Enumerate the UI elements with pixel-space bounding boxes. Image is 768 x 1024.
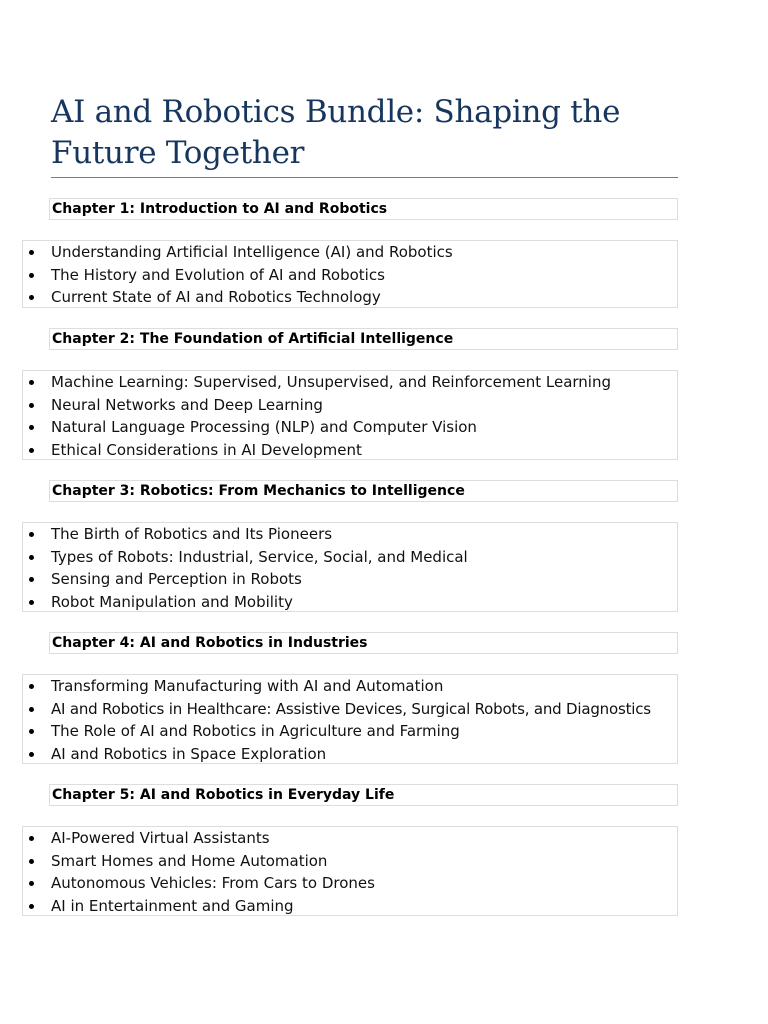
bullet-icon <box>29 425 34 430</box>
list-item <box>23 394 677 417</box>
list-item <box>23 850 677 873</box>
list-item <box>23 439 677 462</box>
bullet-icon <box>29 684 34 689</box>
chapter-list-4 <box>22 674 678 764</box>
bullet-icon <box>29 729 34 734</box>
list-item <box>23 286 677 309</box>
bullet-icon <box>29 859 34 864</box>
title-divider <box>51 177 678 178</box>
list-item <box>23 264 677 287</box>
chapter-list-5 <box>22 826 678 916</box>
list-item <box>23 591 677 614</box>
list-item-text: Natural Language Processing (NLP) and Computer Vision <box>51 418 477 436</box>
list-item-text: Smart Homes and Home Automation <box>51 851 328 870</box>
list-item-text: Autonomous Vehicles: From Cars to Drones <box>51 874 375 892</box>
chapter-heading-4 <box>49 632 678 654</box>
list-item <box>23 371 677 394</box>
bullet-icon <box>29 600 34 605</box>
chapter-heading-3 <box>49 480 678 502</box>
list-item <box>23 720 677 743</box>
chapter-heading-1 <box>49 198 678 220</box>
bullet-icon <box>29 532 34 537</box>
list-item-text: AI and Robotics in Space Exploration <box>51 744 327 763</box>
list-item <box>23 523 677 546</box>
bullet-icon <box>29 250 34 255</box>
chapter-list-3 <box>22 522 678 612</box>
list-item-text: Sensing and Perception in Robots <box>51 570 302 588</box>
list-item <box>23 675 677 698</box>
bullet-icon <box>29 273 34 278</box>
list-item-text: The Birth of Robotics and Its Pioneers <box>51 525 333 543</box>
bullet-icon <box>29 881 34 886</box>
bullet-icon <box>29 904 34 909</box>
list-item <box>23 698 677 721</box>
list-item-text: Transforming Manufacturing with AI and Automation <box>51 677 444 695</box>
chapter-title: Chapter 2: The Foundation of Artificial Intelligence <box>52 331 454 347</box>
bullet-icon <box>29 403 34 408</box>
list-item <box>23 743 677 766</box>
list-item <box>23 827 677 850</box>
list-item <box>23 895 677 918</box>
bullet-icon <box>29 555 34 560</box>
list-item <box>23 568 677 591</box>
bullet-icon <box>29 836 34 841</box>
bullet-icon <box>29 295 34 300</box>
list-item-text: AI and Robotics in Healthcare: Assistive Devices, Surgical Robots, and Diagnostics <box>51 699 651 718</box>
list-item <box>23 546 677 569</box>
chapter-list-1 <box>22 240 678 308</box>
bullet-icon <box>29 577 34 582</box>
chapter-title: Chapter 3: Robotics: From Mechanics to Intelligence <box>52 483 465 499</box>
list-item-text: Robot Manipulation and Mobility <box>51 592 293 611</box>
list-item-text: Ethical Considerations in AI Development <box>51 440 362 459</box>
list-item-text: Understanding Artificial Intelligence (AI) and Robotics <box>51 243 453 261</box>
list-item-text: The Role of AI and Robotics in Agriculture and Farming <box>51 722 460 740</box>
page-title: AI and Robotics Bundle: Shaping the Future Together <box>51 94 621 171</box>
list-item-text: Neural Networks and Deep Learning <box>51 395 323 414</box>
bullet-icon <box>29 707 34 712</box>
list-item <box>23 872 677 895</box>
chapter-title: Chapter 1: Introduction to AI and Robotics <box>52 201 388 217</box>
chapter-title: Chapter 5: AI and Robotics in Everyday Life <box>52 787 395 803</box>
chapter-title: Chapter 4: AI and Robotics in Industries <box>52 635 368 651</box>
list-item-text: AI in Entertainment and Gaming <box>51 896 294 915</box>
bullet-icon <box>29 752 34 757</box>
list-item-text: Machine Learning: Supervised, Unsupervised, and Reinforcement Learning <box>51 373 611 391</box>
chapter-list-2 <box>22 370 678 460</box>
list-item <box>23 241 677 264</box>
list-item-text: Current State of AI and Robotics Technology <box>51 288 381 306</box>
list-item-text: The History and Evolution of AI and Robotics <box>51 265 385 284</box>
chapter-heading-2 <box>49 328 678 350</box>
list-item-text: AI-Powered Virtual Assistants <box>51 829 270 847</box>
bullet-icon <box>29 380 34 385</box>
chapter-heading-5 <box>49 784 678 806</box>
bullet-icon <box>29 448 34 453</box>
list-item <box>23 416 677 439</box>
list-item-text: Types of Robots: Industrial, Service, Social, and Medical <box>51 547 468 566</box>
